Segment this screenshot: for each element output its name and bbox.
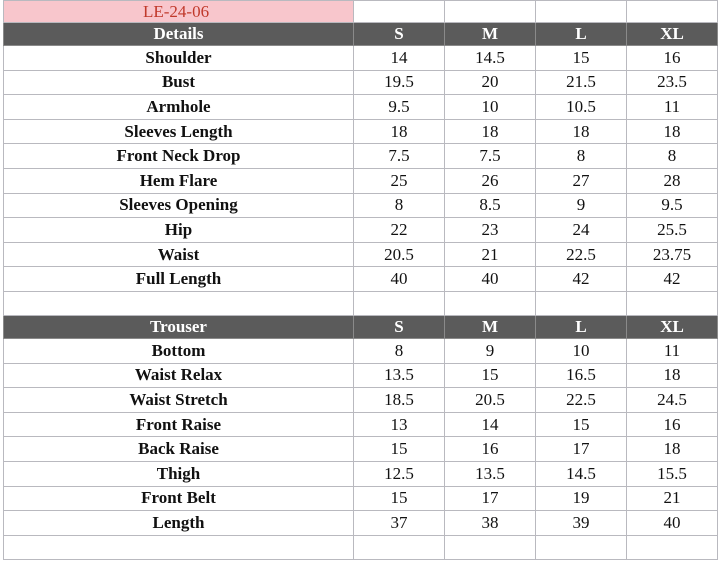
measurement-value: 11 <box>627 338 718 363</box>
table-row <box>4 437 718 462</box>
size-chart-body <box>4 1 718 560</box>
measurement-value: 18 <box>536 119 627 144</box>
size-header-m: M <box>445 315 536 338</box>
empty-cell <box>354 535 445 559</box>
measurement-label: Hem Flare <box>4 168 354 193</box>
product-code-cell: LE-24-06 <box>4 1 354 23</box>
measurement-label: Front Neck Drop <box>4 144 354 169</box>
measurement-value: 42 <box>627 267 718 292</box>
size-header-xl: XL <box>627 23 718 46</box>
measurement-label: Back Raise <box>4 437 354 462</box>
size-chart-table <box>3 0 718 560</box>
measurement-value: 25 <box>354 168 445 193</box>
size-header-m: M <box>445 23 536 46</box>
measurement-value: 42 <box>536 267 627 292</box>
table-row <box>4 363 718 388</box>
measurement-value: 18 <box>445 119 536 144</box>
measurement-value: 23 <box>445 218 536 243</box>
trouser-heading: Trouser <box>4 315 354 338</box>
measurement-value: 16.5 <box>536 363 627 388</box>
measurement-value: 16 <box>627 412 718 437</box>
measurement-value: 27 <box>536 168 627 193</box>
measurement-label: Bust <box>4 70 354 95</box>
measurement-value: 17 <box>536 437 627 462</box>
measurement-value: 40 <box>354 267 445 292</box>
measurement-value: 13 <box>354 412 445 437</box>
empty-cell <box>4 291 354 315</box>
measurement-value: 15 <box>354 437 445 462</box>
table-row <box>4 193 718 218</box>
measurement-value: 15 <box>536 412 627 437</box>
empty-cell <box>627 1 718 23</box>
measurement-label: Hip <box>4 218 354 243</box>
measurement-label: Waist Stretch <box>4 388 354 413</box>
empty-cell <box>4 535 354 559</box>
measurement-label: Full Length <box>4 267 354 292</box>
table-row <box>4 95 718 120</box>
empty-cell <box>354 1 445 23</box>
size-header-s: S <box>354 23 445 46</box>
details-header-row <box>4 23 718 46</box>
measurement-value: 15 <box>354 486 445 511</box>
measurement-value: 22.5 <box>536 388 627 413</box>
measurement-value: 16 <box>627 46 718 71</box>
size-header-s: S <box>354 315 445 338</box>
table-row <box>4 511 718 536</box>
measurement-value: 18.5 <box>354 388 445 413</box>
measurement-value: 17 <box>445 486 536 511</box>
table-row <box>4 461 718 486</box>
measurement-value: 7.5 <box>445 144 536 169</box>
measurement-value: 8 <box>536 144 627 169</box>
measurement-label: Sleeves Length <box>4 119 354 144</box>
measurement-value: 20.5 <box>445 388 536 413</box>
table-row <box>4 242 718 267</box>
measurement-value: 18 <box>627 437 718 462</box>
table-row <box>4 46 718 71</box>
measurement-value: 21.5 <box>536 70 627 95</box>
measurement-value: 7.5 <box>354 144 445 169</box>
empty-cell <box>445 1 536 23</box>
measurement-value: 18 <box>354 119 445 144</box>
measurement-value: 40 <box>627 511 718 536</box>
spacer-row <box>4 535 718 559</box>
table-row <box>4 168 718 193</box>
measurement-value: 13.5 <box>354 363 445 388</box>
empty-cell <box>536 291 627 315</box>
measurement-value: 8 <box>627 144 718 169</box>
measurement-value: 10 <box>536 338 627 363</box>
measurement-value: 9 <box>445 338 536 363</box>
trouser-header-row <box>4 315 718 338</box>
empty-cell <box>627 535 718 559</box>
measurement-value: 11 <box>627 95 718 120</box>
product-code-row <box>4 1 718 23</box>
measurement-value: 10 <box>445 95 536 120</box>
measurement-value: 8 <box>354 193 445 218</box>
measurement-value: 22.5 <box>536 242 627 267</box>
measurement-label: Shoulder <box>4 46 354 71</box>
measurement-value: 9.5 <box>627 193 718 218</box>
measurement-value: 14 <box>354 46 445 71</box>
measurement-label: Sleeves Opening <box>4 193 354 218</box>
empty-cell <box>445 535 536 559</box>
size-header-l: L <box>536 23 627 46</box>
measurement-label: Thigh <box>4 461 354 486</box>
measurement-value: 22 <box>354 218 445 243</box>
table-row <box>4 144 718 169</box>
measurement-value: 14.5 <box>536 461 627 486</box>
measurement-value: 20 <box>445 70 536 95</box>
empty-cell <box>445 291 536 315</box>
measurement-value: 40 <box>445 267 536 292</box>
size-header-l: L <box>536 315 627 338</box>
table-row <box>4 70 718 95</box>
measurement-value: 25.5 <box>627 218 718 243</box>
measurement-label: Front Raise <box>4 412 354 437</box>
measurement-value: 20.5 <box>354 242 445 267</box>
table-row <box>4 119 718 144</box>
table-row <box>4 218 718 243</box>
measurement-label: Front Belt <box>4 486 354 511</box>
measurement-value: 16 <box>445 437 536 462</box>
measurement-label: Bottom <box>4 338 354 363</box>
measurement-value: 19 <box>536 486 627 511</box>
table-row <box>4 486 718 511</box>
measurement-value: 13.5 <box>445 461 536 486</box>
measurement-value: 8.5 <box>445 193 536 218</box>
measurement-value: 15.5 <box>627 461 718 486</box>
empty-cell <box>354 291 445 315</box>
table-row <box>4 412 718 437</box>
spacer-row <box>4 291 718 315</box>
measurement-value: 14 <box>445 412 536 437</box>
empty-cell <box>536 535 627 559</box>
measurement-value: 9 <box>536 193 627 218</box>
measurement-value: 15 <box>445 363 536 388</box>
measurement-value: 14.5 <box>445 46 536 71</box>
measurement-value: 23.75 <box>627 242 718 267</box>
measurement-value: 10.5 <box>536 95 627 120</box>
measurement-label: Length <box>4 511 354 536</box>
measurement-value: 24.5 <box>627 388 718 413</box>
measurement-label: Waist Relax <box>4 363 354 388</box>
measurement-value: 8 <box>354 338 445 363</box>
measurement-value: 21 <box>445 242 536 267</box>
measurement-value: 28 <box>627 168 718 193</box>
measurement-value: 26 <box>445 168 536 193</box>
table-row <box>4 388 718 413</box>
measurement-value: 23.5 <box>627 70 718 95</box>
measurement-value: 9.5 <box>354 95 445 120</box>
measurement-label: Waist <box>4 242 354 267</box>
measurement-value: 12.5 <box>354 461 445 486</box>
measurement-value: 38 <box>445 511 536 536</box>
measurement-value: 39 <box>536 511 627 536</box>
table-row <box>4 267 718 292</box>
details-heading: Details <box>4 23 354 46</box>
size-header-xl: XL <box>627 315 718 338</box>
measurement-value: 18 <box>627 119 718 144</box>
empty-cell <box>627 291 718 315</box>
measurement-value: 19.5 <box>354 70 445 95</box>
empty-cell <box>536 1 627 23</box>
measurement-value: 18 <box>627 363 718 388</box>
measurement-value: 15 <box>536 46 627 71</box>
measurement-label: Armhole <box>4 95 354 120</box>
measurement-value: 24 <box>536 218 627 243</box>
table-row <box>4 338 718 363</box>
measurement-value: 37 <box>354 511 445 536</box>
measurement-value: 21 <box>627 486 718 511</box>
